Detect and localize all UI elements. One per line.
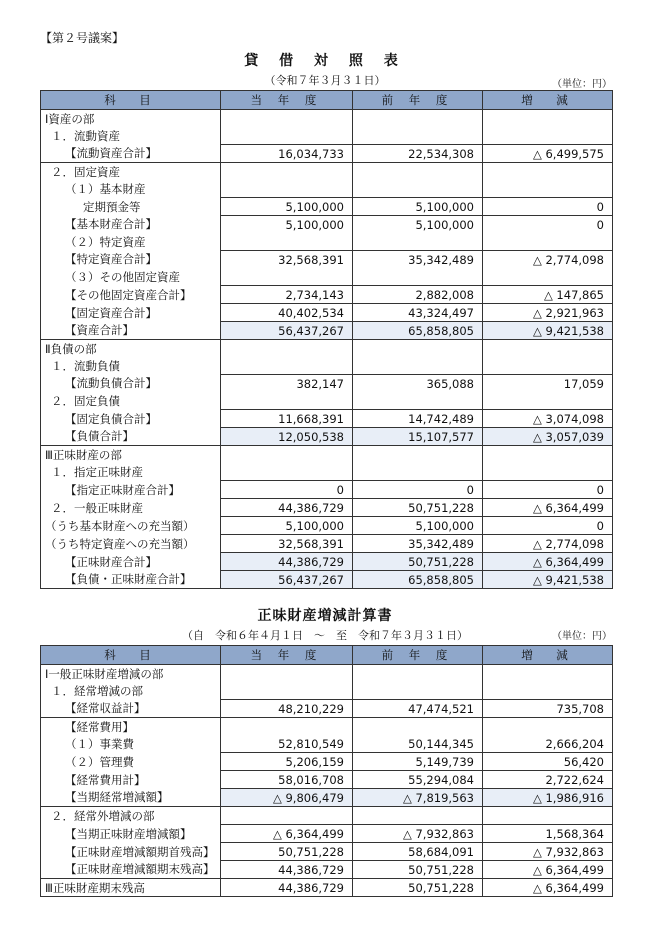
current-year-cell: 5,100,000 (221, 517, 353, 535)
current-year-cell: 44,386,729 (221, 553, 353, 571)
account-name-cell: 定期預金等 (41, 198, 221, 216)
balance-sheet-table (40, 90, 613, 589)
account-name-cell: 【資産合計】 (41, 322, 221, 340)
table-row (41, 843, 613, 861)
change-cell (483, 446, 613, 464)
previous-year-cell: 0 (353, 481, 483, 499)
change-cell (483, 110, 613, 128)
change-cell: 0 (483, 481, 613, 499)
change-cell (483, 340, 613, 358)
change-cell: △ 6,499,575 (483, 145, 613, 163)
net-assets-statement-table (40, 645, 613, 897)
current-year-cell (221, 807, 353, 825)
table-row (41, 571, 613, 589)
account-name-cell: （２）管理費 (41, 753, 221, 771)
account-name-cell: １．指定正味財産 (41, 463, 221, 481)
account-name-cell: 【正味財産増減額期首残高】 (41, 843, 221, 861)
account-name-cell: 【当期正味財産増減額】 (41, 825, 221, 843)
account-name-cell: 【経常費用計】 (41, 771, 221, 789)
table-row (41, 682, 613, 700)
current-year-cell (221, 682, 353, 700)
current-year-cell: 16,034,733 (221, 145, 353, 163)
current-year-cell (221, 127, 353, 145)
previous-year-cell: 43,324,497 (353, 304, 483, 322)
table-row (41, 127, 613, 145)
table-row (41, 304, 613, 322)
account-name-cell: Ⅱ負債の部 (41, 340, 221, 358)
previous-year-cell: 14,742,489 (353, 410, 483, 428)
previous-year-cell: 5,149,739 (353, 753, 483, 771)
account-name-cell: Ⅰ一般正味財産増減の部 (41, 665, 221, 683)
change-cell: △ 3,057,039 (483, 428, 613, 446)
change-cell (483, 463, 613, 481)
table-row (41, 145, 613, 163)
change-cell: △ 2,921,963 (483, 304, 613, 322)
current-year-cell (221, 665, 353, 683)
table-row (41, 216, 613, 234)
previous-year-cell: 50,144,345 (353, 735, 483, 753)
current-year-cell: 32,568,391 (221, 251, 353, 269)
change-cell (483, 163, 613, 181)
current-year-cell: 382,147 (221, 375, 353, 393)
change-cell: 0 (483, 216, 613, 234)
account-name-cell: ２．固定負債 (41, 392, 221, 410)
balance-sheet-date: （令和７年３月３１日） (264, 74, 386, 87)
change-cell (483, 180, 613, 198)
change-cell: △ 6,364,499 (483, 553, 613, 571)
change-cell: 17,059 (483, 375, 613, 393)
previous-year-cell: 365,088 (353, 375, 483, 393)
current-year-cell (221, 180, 353, 198)
previous-year-cell (353, 463, 483, 481)
current-year-cell: 44,386,729 (221, 879, 353, 897)
current-year-cell: 5,100,000 (221, 198, 353, 216)
change-cell (483, 233, 613, 251)
previous-year-cell (353, 268, 483, 286)
previous-year-cell: 58,684,091 (353, 843, 483, 861)
account-name-cell: （１）基本財産 (41, 180, 221, 198)
header-previous-year: 前 年 度 (353, 646, 483, 665)
change-cell: △ 1,986,916 (483, 789, 613, 807)
header-change: 増 減 (483, 91, 613, 110)
current-year-cell: 48,210,229 (221, 700, 353, 718)
previous-year-cell: 5,100,000 (353, 517, 483, 535)
change-cell: △ 2,774,098 (483, 251, 613, 269)
current-year-cell (221, 340, 353, 358)
previous-year-cell (353, 446, 483, 464)
current-year-cell: 56,437,267 (221, 571, 353, 589)
table-header-row (41, 646, 613, 665)
account-name-cell: 【固定負債合計】 (41, 410, 221, 428)
change-cell: 2,722,624 (483, 771, 613, 789)
previous-year-cell (353, 180, 483, 198)
account-name-cell: １．流動負債 (41, 357, 221, 375)
current-year-cell: 52,810,549 (221, 735, 353, 753)
balance-sheet-title: 貸 借 対 照 表 (244, 53, 406, 69)
account-name-cell: （２）特定資産 (41, 233, 221, 251)
change-cell: 1,568,364 (483, 825, 613, 843)
agenda-label: 【第２号議案】 (40, 31, 125, 45)
table-row (41, 861, 613, 879)
table-row (41, 535, 613, 553)
header-account: 科 目 (41, 91, 221, 110)
change-cell: △ 9,421,538 (483, 571, 613, 589)
previous-year-cell: △ 7,819,563 (353, 789, 483, 807)
previous-year-cell (353, 127, 483, 145)
table-row (41, 357, 613, 375)
current-year-cell: 12,050,538 (221, 428, 353, 446)
account-name-cell: 【特定資産合計】 (41, 251, 221, 269)
change-cell (483, 127, 613, 145)
current-year-cell (221, 233, 353, 251)
account-name-cell: 【基本財産合計】 (41, 216, 221, 234)
current-year-cell: 40,402,534 (221, 304, 353, 322)
change-cell (483, 718, 613, 736)
account-name-cell: 【流動負債合計】 (41, 375, 221, 393)
table-row (41, 553, 613, 571)
change-cell: △ 7,932,863 (483, 843, 613, 861)
table-row (41, 410, 613, 428)
current-year-cell (221, 110, 353, 128)
current-year-cell: 44,386,729 (221, 861, 353, 879)
change-cell: △ 2,774,098 (483, 535, 613, 553)
change-cell (483, 807, 613, 825)
change-cell: △ 3,074,098 (483, 410, 613, 428)
change-cell (483, 268, 613, 286)
account-name-cell: 【流動資産合計】 (41, 145, 221, 163)
change-cell: 0 (483, 198, 613, 216)
change-cell: 56,420 (483, 753, 613, 771)
account-name-cell: （１）事業費 (41, 735, 221, 753)
change-cell (483, 392, 613, 410)
current-year-cell (221, 163, 353, 181)
change-cell: 735,708 (483, 700, 613, 718)
change-cell: 2,666,204 (483, 735, 613, 753)
table-row (41, 499, 613, 517)
account-name-cell: 【正味財産合計】 (41, 553, 221, 571)
table-row (41, 517, 613, 535)
previous-year-cell: 50,751,228 (353, 553, 483, 571)
table-row (41, 322, 613, 340)
change-cell: 0 (483, 517, 613, 535)
current-year-cell (221, 268, 353, 286)
previous-year-cell: 35,342,489 (353, 251, 483, 269)
previous-year-cell: 50,751,228 (353, 861, 483, 879)
table-row (41, 807, 613, 825)
account-name-cell: Ⅰ資産の部 (41, 110, 221, 128)
account-name-cell: 【経常収益計】 (41, 700, 221, 718)
table-row (41, 428, 613, 446)
table-row (41, 233, 613, 251)
table-row (41, 463, 613, 481)
previous-year-cell (353, 163, 483, 181)
account-name-cell: 【その他固定資産合計】 (41, 286, 221, 304)
previous-year-cell (353, 665, 483, 683)
previous-year-cell (353, 233, 483, 251)
table-row (41, 198, 613, 216)
current-year-cell (221, 446, 353, 464)
previous-year-cell: 35,342,489 (353, 535, 483, 553)
previous-year-cell: △ 7,932,863 (353, 825, 483, 843)
previous-year-cell: 50,751,228 (353, 879, 483, 897)
table-row (41, 375, 613, 393)
table-row (41, 286, 613, 304)
current-year-cell: 58,016,708 (221, 771, 353, 789)
header-change: 増 減 (483, 646, 613, 665)
change-cell (483, 357, 613, 375)
current-year-cell (221, 357, 353, 375)
table-row (41, 718, 613, 736)
account-name-cell: 【固定資産合計】 (41, 304, 221, 322)
table-row (41, 446, 613, 464)
previous-year-cell (353, 110, 483, 128)
previous-year-cell (353, 718, 483, 736)
previous-year-cell: 15,107,577 (353, 428, 483, 446)
current-year-cell: △ 9,806,479 (221, 789, 353, 807)
previous-year-cell (353, 340, 483, 358)
previous-year-cell: 5,100,000 (353, 216, 483, 234)
account-name-cell: Ⅲ正味財産の部 (41, 446, 221, 464)
previous-year-cell (353, 807, 483, 825)
previous-year-cell: 65,858,805 (353, 571, 483, 589)
table-row (41, 789, 613, 807)
net-assets-statement-period: （自 令和６年４月１日 ～ 至 令和７年３月３１日） (182, 629, 468, 642)
header-previous-year: 前 年 度 (353, 91, 483, 110)
current-year-cell (221, 463, 353, 481)
table-row (41, 879, 613, 897)
table-row (41, 392, 613, 410)
table-row (41, 665, 613, 683)
current-year-cell: 2,734,143 (221, 286, 353, 304)
change-cell (483, 682, 613, 700)
previous-year-cell: 5,100,000 (353, 198, 483, 216)
table-header-row (41, 91, 613, 110)
account-name-cell: 【指定正味財産合計】 (41, 481, 221, 499)
current-year-cell: 5,206,159 (221, 753, 353, 771)
change-cell: △ 147,865 (483, 286, 613, 304)
account-name-cell: Ⅲ正味財産期末残高 (41, 879, 221, 897)
previous-year-cell (353, 357, 483, 375)
account-name-cell: 【当期経常増減額】 (41, 789, 221, 807)
change-cell: △ 6,364,499 (483, 499, 613, 517)
account-name-cell: ２．経常外増減の部 (41, 807, 221, 825)
header-account: 科 目 (41, 646, 221, 665)
current-year-cell: 0 (221, 481, 353, 499)
table-row (41, 163, 613, 181)
table-row (41, 481, 613, 499)
change-cell: △ 9,421,538 (483, 322, 613, 340)
current-year-cell: 56,437,267 (221, 322, 353, 340)
table-row (41, 753, 613, 771)
current-year-cell: △ 6,364,499 (221, 825, 353, 843)
account-name-cell: 【経常費用】 (41, 718, 221, 736)
table-row (41, 340, 613, 358)
account-name-cell: ２．一般正味財産 (41, 499, 221, 517)
account-name-cell: １．経常増減の部 (41, 682, 221, 700)
previous-year-cell: 65,858,805 (353, 322, 483, 340)
table-row (41, 735, 613, 753)
current-year-cell: 44,386,729 (221, 499, 353, 517)
previous-year-cell (353, 392, 483, 410)
account-name-cell: （うち特定資産への充当額） (41, 535, 221, 553)
table-row (41, 771, 613, 789)
previous-year-cell: 47,474,521 (353, 700, 483, 718)
table-row (41, 268, 613, 286)
table-row (41, 825, 613, 843)
balance-sheet-unit: （単位：円） (552, 79, 612, 90)
account-name-cell: （３）その他固定資産 (41, 268, 221, 286)
current-year-cell (221, 718, 353, 736)
account-name-cell: ２．固定資産 (41, 163, 221, 181)
previous-year-cell (353, 682, 483, 700)
current-year-cell: 5,100,000 (221, 216, 353, 234)
current-year-cell: 32,568,391 (221, 535, 353, 553)
net-assets-statement-unit: （単位：円） (552, 631, 612, 642)
header-current-year: 当 年 度 (221, 646, 353, 665)
previous-year-cell: 22,534,308 (353, 145, 483, 163)
account-name-cell: （うち基本財産への充当額） (41, 517, 221, 535)
change-cell (483, 665, 613, 683)
previous-year-cell: 55,294,084 (353, 771, 483, 789)
current-year-cell: 11,668,391 (221, 410, 353, 428)
table-row (41, 700, 613, 718)
change-cell: △ 6,364,499 (483, 861, 613, 879)
net-assets-statement-title: 正味財産増減計算書 (257, 608, 393, 624)
header-current-year: 当 年 度 (221, 91, 353, 110)
previous-year-cell: 2,882,008 (353, 286, 483, 304)
account-name-cell: 【負債・正味財産合計】 (41, 571, 221, 589)
current-year-cell: 50,751,228 (221, 843, 353, 861)
table-row (41, 251, 613, 269)
current-year-cell (221, 392, 353, 410)
table-row (41, 110, 613, 128)
account-name-cell: １．流動資産 (41, 127, 221, 145)
account-name-cell: 【負債合計】 (41, 428, 221, 446)
account-name-cell: 【正味財産増減額期末残高】 (41, 861, 221, 879)
change-cell: △ 6,364,499 (483, 879, 613, 897)
table-row (41, 180, 613, 198)
previous-year-cell: 50,751,228 (353, 499, 483, 517)
